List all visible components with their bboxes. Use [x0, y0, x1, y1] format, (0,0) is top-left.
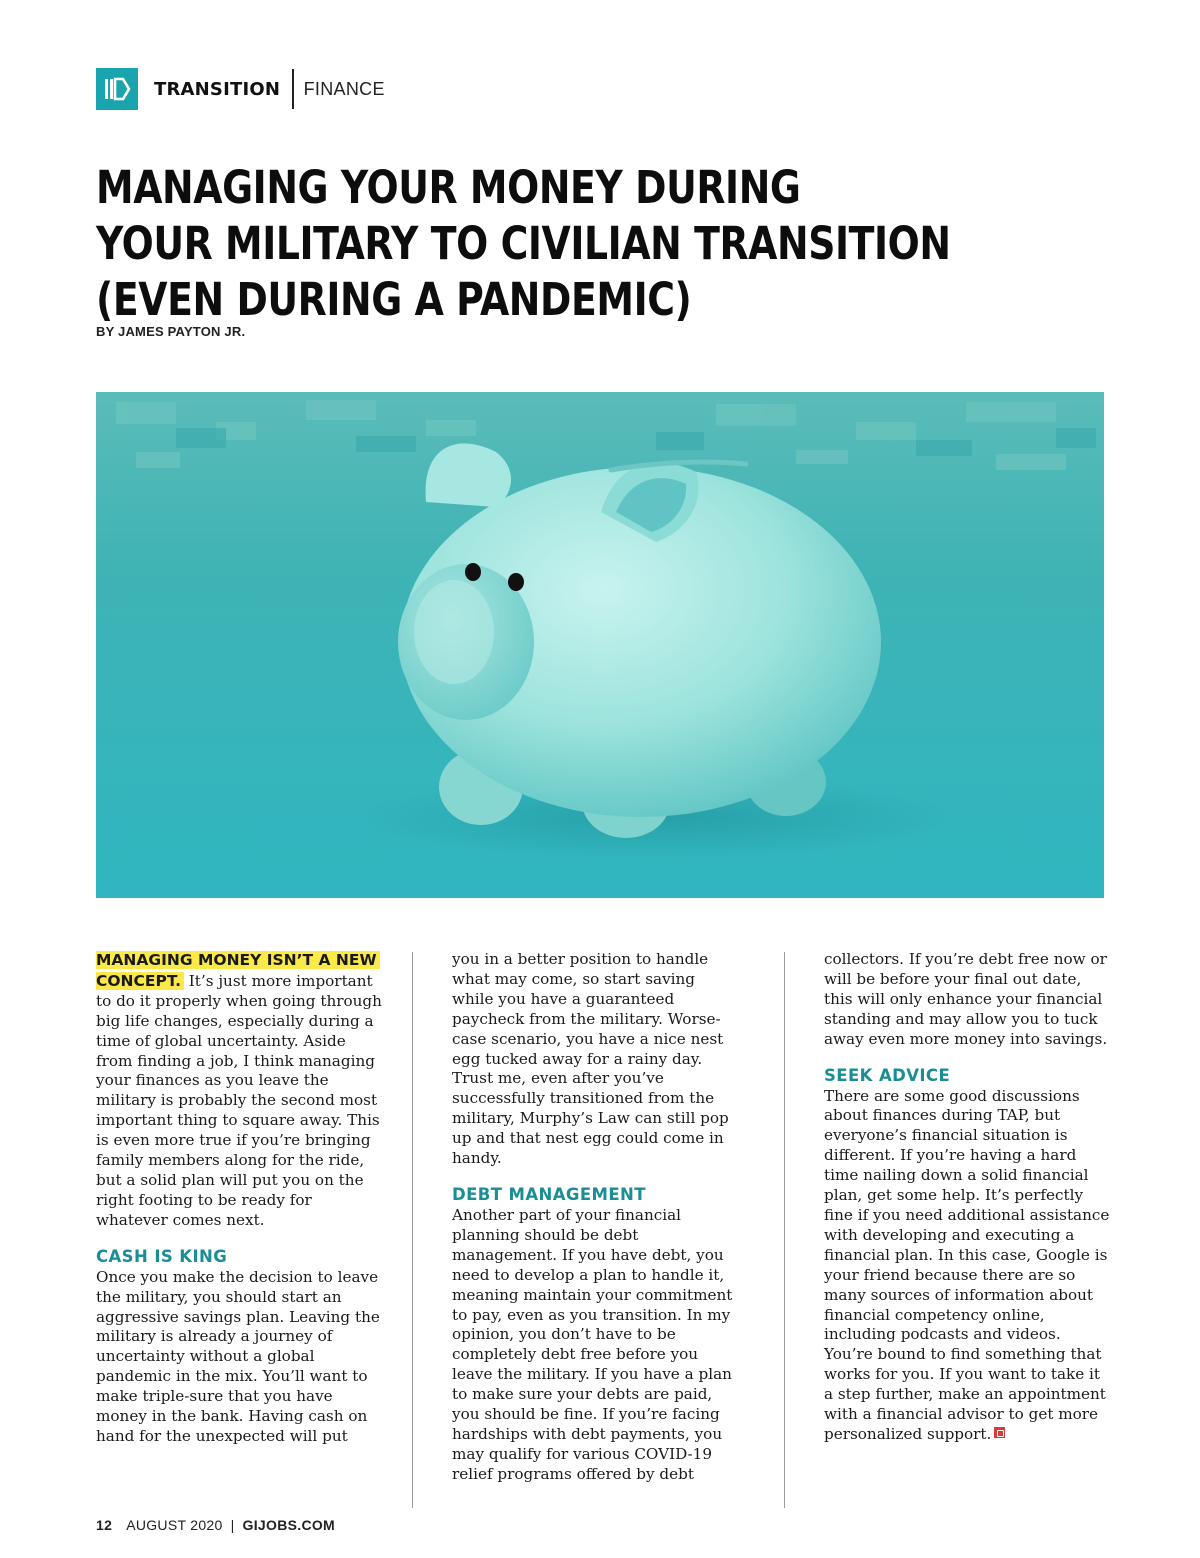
footer-divider: | — [230, 1517, 235, 1533]
header-divider — [292, 69, 294, 109]
piggy-bank-photo — [96, 392, 1104, 898]
column-1 — [96, 950, 382, 1447]
section-header — [96, 68, 385, 110]
site-name: GIJOBS.COM — [242, 1517, 336, 1533]
category-label: FINANCE — [303, 78, 385, 99]
advice-paragraph — [824, 1087, 1110, 1445]
column-rule-1 — [412, 952, 413, 1508]
cash-paragraph: Once you make the decision to leave the military, you should start an aggressive savings plan. Leaving the military is already a journey of uncertainty without a global pandemic in the mix. You’ll want to make triple-sure that you have money in the bank. Having cash on hand for the unexpected will put — [96, 1267, 380, 1445]
column-2 — [452, 950, 738, 1485]
advice-text: There are some good discussions about finances during TAP, but everyone’s financial situation is different. If you’re having a hard time nailing down a solid financial plan, get some help. It’s perfectly fine if you need additional assistance with developing and executing a financial plan. In this case, Google is your friend because there are so many sources of information about financial competency online, including podcasts and videos. You’re bound to find something that works for you. If you want to take it a step further, make an appointment with a financial advisor to get more personalized support. — [824, 1086, 1110, 1443]
title-line-1: MANAGING YOUR MONEY DURING — [96, 161, 801, 214]
lead-highlight: MANAGING MONEY ISN’T A NEW CONCEPT. — [96, 951, 380, 990]
savings-paragraph: you in a better position to handle what may come, so start saving while you have a guaranteed paycheck from the military. Worse-case scenario, you have a nice nest egg tucked away for a rainy day. Trust me, even after you’ve successfully transitioned from the military, Murphy’s Law can still pop up and that nest egg could come in handy. — [452, 950, 729, 1168]
intro-paragraph — [96, 950, 382, 1231]
page-number: 12 — [96, 1517, 113, 1533]
page-footer — [96, 1517, 335, 1533]
id-logo-icon — [96, 68, 138, 110]
issue-date: AUGUST 2020 — [126, 1517, 223, 1533]
column-3 — [824, 950, 1110, 1445]
column-rule-2 — [784, 952, 785, 1508]
debt-paragraph: Another part of your financial planning should be debt management. If you have debt, you need to develop a plan to handle it, meaning maintain your commitment to pay, even as you transition. In my opinion, you don’t have to be completely debt free before you leave the military. If you have a plan to make sure your debts are paid, you should be fine. If you’re facing hardships with debt payments, you may qualify for various COVID-19 relief programs offered by debt — [452, 1205, 733, 1483]
article-title — [96, 160, 951, 328]
debt-free-paragraph: collectors. If you’re debt free now or will be before your final out date, this will only enhance your financial standing and may allow you to tuck away even more money into savings. — [824, 950, 1108, 1048]
heading-debt-management: DEBT MANAGEMENT — [452, 1184, 646, 1204]
byline: BY JAMES PAYTON JR. — [96, 324, 246, 339]
title-line-2: YOUR MILITARY TO CIVILIAN TRANSITION — [96, 217, 951, 270]
title-line-3: (EVEN DURING A PANDEMIC) — [96, 273, 692, 326]
heading-cash-is-king: CASH IS KING — [96, 1246, 228, 1266]
heading-seek-advice: SEEK ADVICE — [824, 1065, 951, 1085]
end-mark-icon — [994, 1427, 1005, 1438]
section-label: TRANSITION — [154, 78, 281, 100]
intro-text: It’s just more important to do it properly when going through big life changes, especially during a time of global uncertainty. Aside from finding a job, I think managing your finances as you leave the military is probably the second most important thing to square away. This is even more true if you’re bringing family members along for the ride, but a solid plan will put you on the right footing to be ready for whatever comes next. — [96, 971, 382, 1229]
